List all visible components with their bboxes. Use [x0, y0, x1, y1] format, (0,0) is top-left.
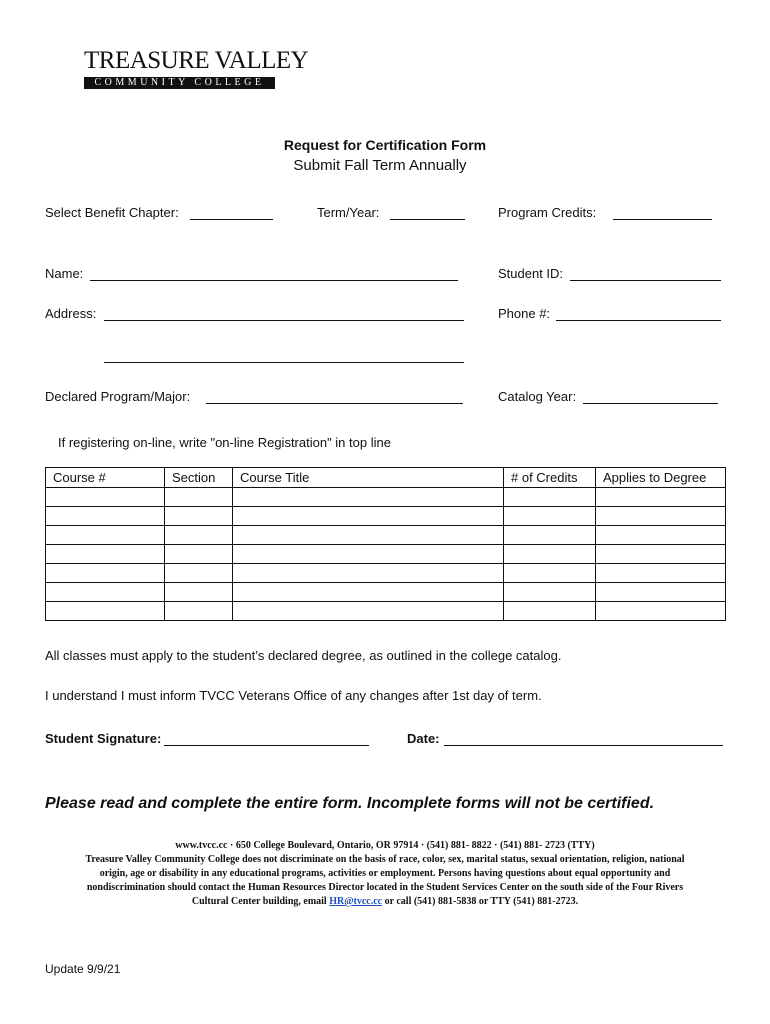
footer-line-4-pre: Cultural Center building, email — [191, 896, 330, 907]
hr-email-link[interactable]: HR@tvcc.cc — [329, 896, 383, 907]
name-label: Name: — [45, 266, 84, 281]
name-line[interactable] — [90, 280, 458, 281]
program-credits-line[interactable] — [613, 219, 712, 220]
address-line-1[interactable] — [104, 320, 464, 321]
col-section: Section — [165, 468, 233, 488]
col-applies-to-degree: Applies to Degree — [596, 468, 726, 488]
address-label: Address: — [45, 306, 97, 321]
phone-line[interactable] — [556, 320, 721, 321]
table-row[interactable] — [46, 545, 726, 564]
classes-statement: All classes must apply to the student’s declared degree, as outlined in the college catalog. — [45, 648, 562, 663]
benefit-chapter-line[interactable] — [190, 219, 273, 220]
update-date: Update 9/9/21 — [45, 962, 121, 976]
table-header-row — [46, 468, 726, 488]
online-registration-note: If registering on-line, write "on-line Registration" in top line — [58, 435, 391, 450]
date-label: Date: — [407, 731, 440, 746]
inform-statement: I understand I must inform TVCC Veterans Office of any changes after 1st day of term. — [45, 688, 542, 703]
college-logo-subtitle: COMMUNITY COLLEGE — [84, 77, 275, 89]
footer-line-4 — [40, 895, 730, 909]
college-logo-name: TREASURE VALLEY — [84, 47, 309, 74]
table-row[interactable] — [46, 564, 726, 583]
program-credits-label: Program Credits: — [498, 205, 597, 220]
declared-program-label: Declared Program/Major: — [45, 389, 191, 404]
date-line[interactable] — [444, 745, 723, 746]
table-row[interactable] — [46, 488, 726, 507]
footer-line-1: Treasure Valley Community College does not discriminate on the basis of race, color, sex, marital status, sexual orientation, religion, national — [85, 854, 685, 865]
course-table — [45, 467, 726, 621]
declared-program-line[interactable] — [206, 403, 463, 404]
term-year-line[interactable] — [390, 219, 465, 220]
catalog-year-label: Catalog Year: — [498, 389, 577, 404]
student-signature-line[interactable] — [164, 745, 369, 746]
footer-line-4-post: or call (541) 881-5838 or TTY (541) 881-2723. — [382, 896, 579, 907]
form-subtitle: Submit Fall Term Annually — [293, 157, 467, 174]
form-title: Request for Certification Form — [283, 137, 487, 153]
table-row[interactable] — [46, 507, 726, 526]
table-row[interactable] — [46, 602, 726, 621]
col-course-number: Course # — [46, 468, 165, 488]
footer-line-2: origin, age or disability in any educational programs, activities or employment. Persons having questions about equal opportunity and — [99, 868, 671, 879]
completion-warning: Please read and complete the entire form. Incomplete forms will not be certified. — [45, 795, 655, 812]
term-year-label: Term/Year: — [317, 205, 380, 220]
table-row[interactable] — [46, 526, 726, 545]
student-id-label: Student ID: — [498, 266, 564, 281]
col-course-title: Course Title — [233, 468, 504, 488]
address-line-2[interactable] — [104, 362, 464, 363]
phone-label: Phone #: — [498, 306, 551, 321]
col-credits: # of Credits — [504, 468, 596, 488]
student-signature-label: Student Signature: — [45, 731, 162, 746]
student-id-line[interactable] — [570, 280, 721, 281]
footer-contact: www.tvcc.cc · 650 College Boulevard, Ontario, OR 97914 · (541) 881- 8822 · (541) 881- 2723 (TTY) — [175, 840, 595, 851]
benefit-chapter-label: Select Benefit Chapter: — [45, 205, 179, 220]
footer-line-3: nondiscrimination should contact the Human Resources Director located in the Student Services Center on the south side of the Four Rivers — [86, 882, 684, 893]
table-row[interactable] — [46, 583, 726, 602]
catalog-year-line[interactable] — [583, 403, 718, 404]
